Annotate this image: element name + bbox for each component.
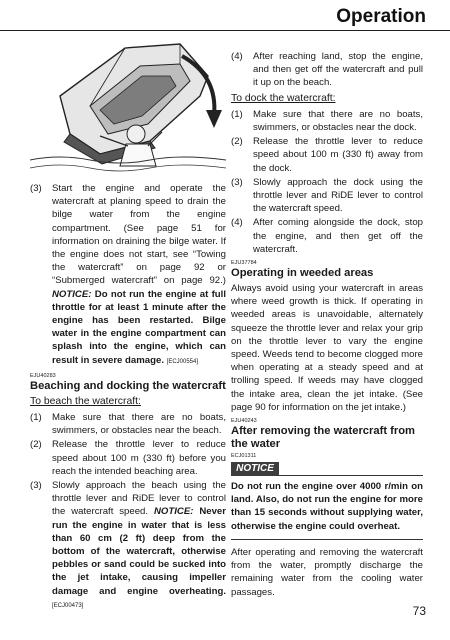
watercraft-illustration <box>30 36 226 176</box>
step-text: Release the throttle lever to reduce speed about 100 m (330 ft) away from the dock. <box>253 136 423 174</box>
step-text: Make sure that there are no boats, swimmers, or obstacles near the beach. <box>52 412 226 437</box>
weed-paragraph: Always avoid using your watercraft in areas where weed growth is thick. If operating in weeded areas is unavoidable, alternately squeeze the throttle lever and relax your grip on the throttle lever to vary the engine speed. Weeds tend to become clogged more when operating at a steady speed and at trolling speed. If weeds may have clogged the intake area, clean the jet intake. (See page 90 for information on the jet intake.) <box>231 283 423 413</box>
beach-subhead: To beach the watercraft: <box>30 395 141 407</box>
notice-end-rule <box>231 539 423 540</box>
beach-step <box>30 411 226 437</box>
inline-notice <box>52 289 226 366</box>
section-heading: Beaching and docking the watercraft <box>30 379 226 392</box>
step-number: (1) <box>30 412 42 424</box>
step-body: Start the engine and operate the watercraft at planing speed to drain the bilge water from the engine compartment. (See page 51 for information on draining the bilge water. If the engine does not start, see “Towing the watercraft” on page 92 or “Submerged watercraft” on page 92.) <box>52 183 226 287</box>
step-number: (4) <box>231 217 243 229</box>
notice-label: NOTICE: <box>153 506 194 518</box>
step-number: (3) <box>231 176 243 188</box>
step-number: (4) <box>231 51 243 62</box>
step-number: (2) <box>30 439 42 451</box>
step-number: (3) <box>30 183 42 194</box>
step-text <box>52 182 226 369</box>
step-text: After coming alongside the dock, stop the engine, and then get off the watercraft. <box>253 217 423 255</box>
notice-text: Never run the engine in water that is less than 60 cm (2 ft) deep from the bottom of the watercraft, otherwise pebbles or sand could be sucked into the jet intake, causing impeller damage and engine overheating. <box>52 506 226 597</box>
section-heading: After removing the watercraft from the water <box>231 425 416 451</box>
step-body: Slowly approach the beach using the throttle lever and RiDE lever to control the watercraft speed. <box>52 480 226 518</box>
notice-code: ECJ01311 <box>231 453 257 460</box>
step-text: Release the throttle lever to reduce speed about 100 m (330 ft) before you reach the intended beaching area. <box>52 439 226 477</box>
dock-step <box>231 216 423 256</box>
after-paragraph: After operating and removing the watercraft from the water, promptly discharge the remaining water from the cooling water passages. <box>231 546 423 598</box>
dock-step <box>231 135 423 175</box>
dock-step <box>231 108 423 134</box>
section-code: EJU40283 <box>30 372 56 379</box>
page-number: 73 <box>412 604 426 618</box>
reference-code: [ECJ00473] <box>52 602 84 609</box>
section-code: EJU37784 <box>231 260 257 267</box>
section-heading: Operating in weeded areas <box>231 267 374 280</box>
step-number: (2) <box>231 136 243 148</box>
step-number: (3) <box>30 480 42 492</box>
notice-badge: NOTICE <box>231 462 279 476</box>
notice-label: NOTICE: <box>52 288 92 300</box>
notice-paragraph: Do not run the engine over 4000 r/min on land. Also, do not run the engine for more than 15 seconds without supplying water, otherwise the engine could overheat. <box>231 481 423 532</box>
dock-subhead: To dock the watercraft: <box>231 92 336 104</box>
header-rule <box>0 30 450 31</box>
restart-step <box>30 182 226 369</box>
step-text <box>52 479 226 613</box>
step-number: (1) <box>231 108 243 120</box>
section-title: Operation <box>336 6 426 27</box>
reference-code: [ECJ00554] <box>166 358 199 365</box>
inline-notice <box>52 506 226 596</box>
notice-rule <box>279 475 423 476</box>
notice-text: Do not run the engine at full throttle for at least 1 minute after the engine has been restarted. Bilge water in the engine compartment can splash into the engine, which can result in severe damage. <box>52 288 226 366</box>
step-text: Slowly approach the dock using the throttle lever and RiDE lever to control the watercraft speed. <box>253 176 423 215</box>
beach-step <box>30 479 226 613</box>
beach-step <box>30 438 226 478</box>
right-column <box>231 50 423 599</box>
notice-header <box>231 462 423 476</box>
section-code: EJU40243 <box>231 418 257 425</box>
step-text: After reaching land, stop the engine, and then get off the watercraft and pull it up on the beach. <box>253 51 423 89</box>
dock-step <box>231 176 423 216</box>
left-column <box>30 182 226 614</box>
step-text: Make sure that there are no boats, swimmers, or obstacles near the dock. <box>253 108 423 134</box>
beach-step <box>231 50 423 90</box>
